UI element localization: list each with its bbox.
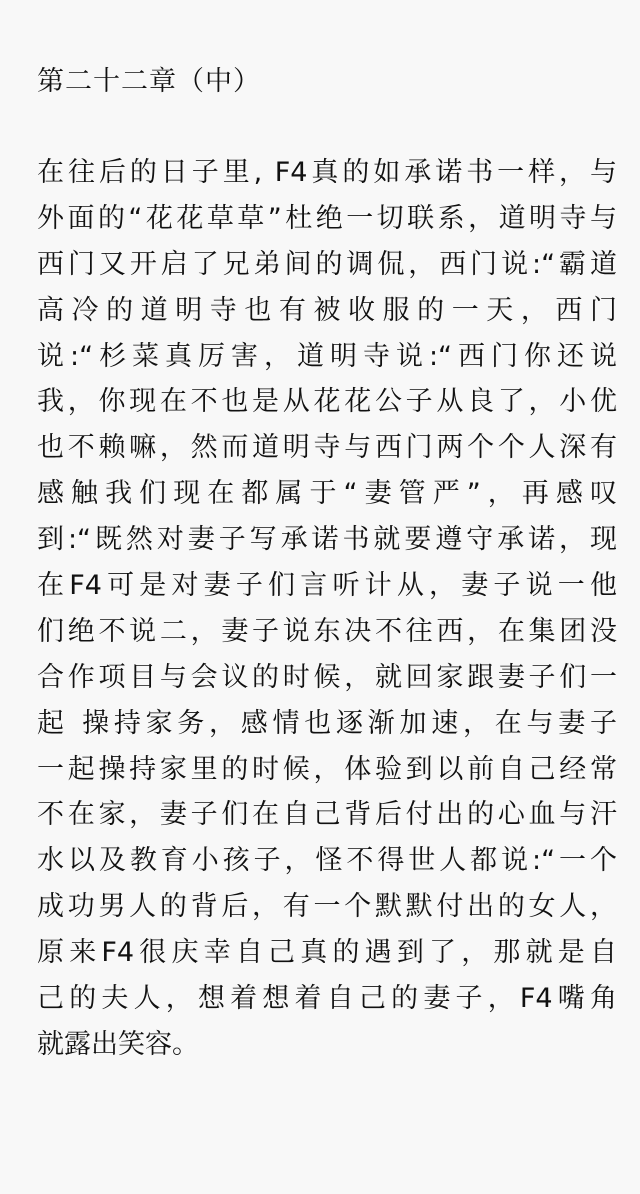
article-body — [37, 150, 617, 1068]
text-line-15: 不在家，妻子们在自己背后付出的心血与汗 — [37, 799, 617, 831]
text-line-13: 起 操持家务，感情也逐渐加速，在与妻子 — [37, 707, 617, 739]
text-line-2: 外面的“花花草草”杜绝一切联系，道明寺与 — [37, 202, 617, 234]
text-line-4: 高冷的道明寺也有被收服的一天，西门 — [37, 294, 617, 326]
text-line-6: 我，你现在不也是从花花公子从良了，小优 — [37, 386, 617, 418]
text-line-16: 水以及教育小孩子，怪不得世人都说:“一个 — [37, 845, 617, 877]
text-line-9: 到:“既然对妻子写承诺书就要遵守承诺，现 — [37, 524, 617, 556]
text-line-19: 己的夫人，想着想着自己的妻子，F4嘴角 — [37, 983, 617, 1015]
text-line-1: 在往后的日子里, F4真的如承诺书一样，与 — [37, 157, 617, 188]
text-line-10: 在F4可是对妻子们言听计从，妻子说一他 — [37, 570, 617, 602]
chapter-title: 第二十二章（中） — [37, 66, 261, 97]
text-line-17: 成功男人的背后，有一个默默付出的女人， — [37, 891, 617, 923]
text-line-11: 们绝不说二，妻子说东决不往西，在集团没 — [37, 615, 617, 647]
text-line-7: 也不赖嘛，然而道明寺与西门两个个人深有 — [37, 432, 617, 464]
text-line-20: 就露出笑容。 — [37, 1028, 199, 1060]
text-line-12: 合作项目与会议的时候，就回家跟妻子们一 — [37, 661, 617, 693]
text-line-3: 西门又开启了兄弟间的调侃，西门说:“霸道 — [37, 248, 617, 280]
text-line-5: 说:“杉菜真厉害，道明寺说:“西门你还说 — [37, 340, 617, 372]
text-line-14: 一起操持家里的时候，体验到以前自己经常 — [37, 753, 617, 785]
text-line-8: 感触我们现在都属于“妻管严”，再感叹 — [37, 478, 617, 510]
text-line-18: 原来F4很庆幸自己真的遇到了，那就是自 — [37, 937, 617, 969]
